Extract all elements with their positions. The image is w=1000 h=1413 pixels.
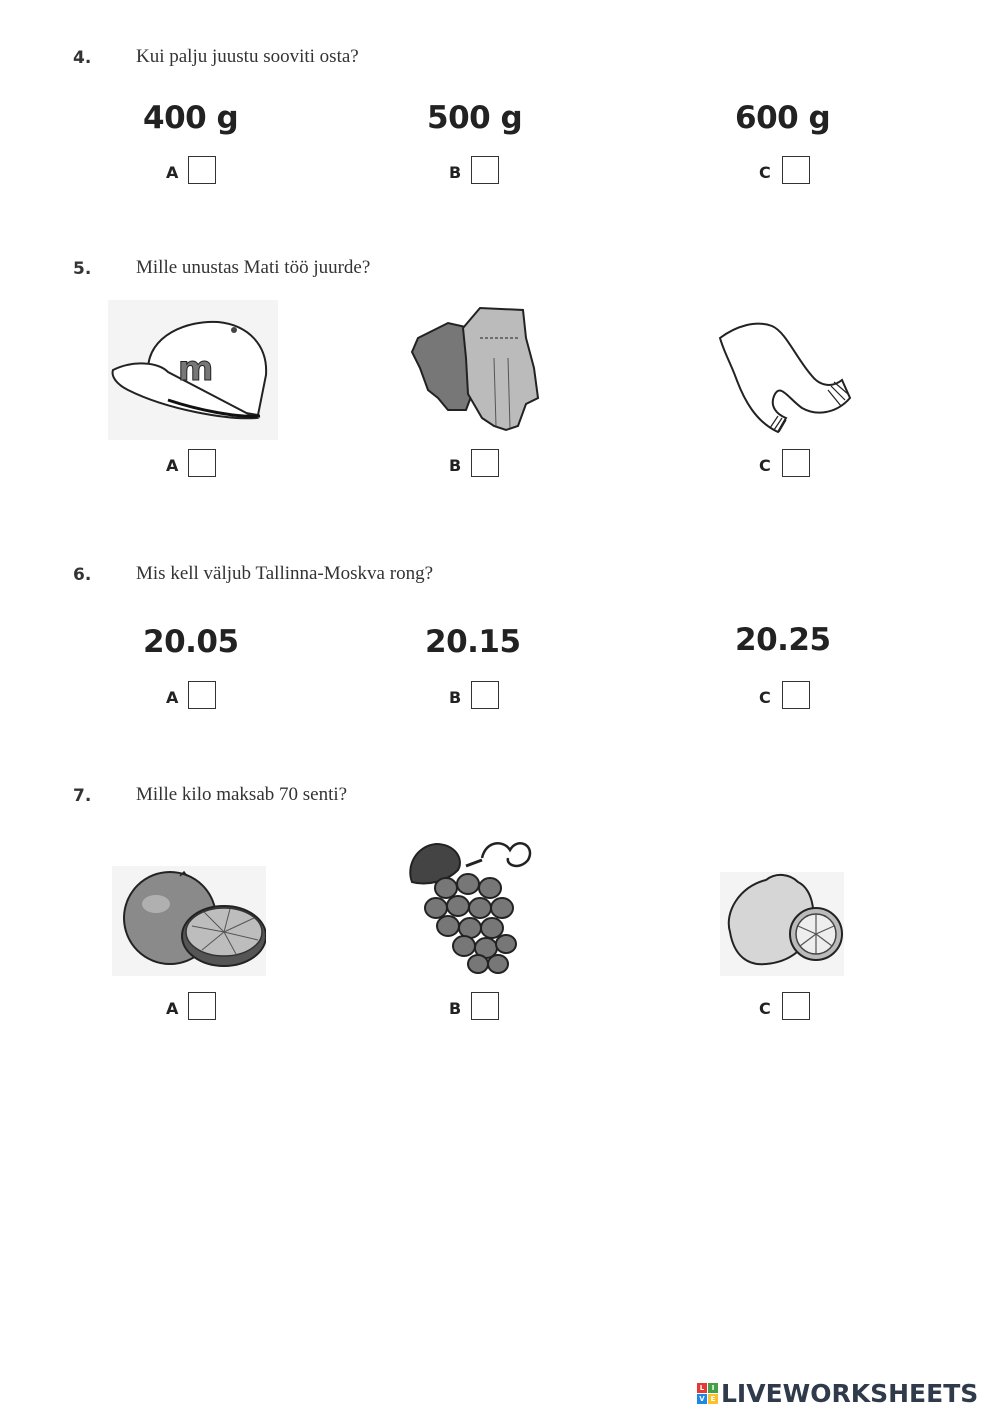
- option-c-checkbox[interactable]: [782, 681, 810, 709]
- question-number: 4.: [73, 48, 92, 68]
- option-b-letter: B: [449, 688, 462, 707]
- option-c-checkbox[interactable]: [782, 992, 810, 1020]
- option-a-letter: A: [166, 999, 179, 1018]
- brand-name: LIVEWORKSHEETS: [721, 1379, 979, 1408]
- option-b-checkbox[interactable]: [471, 992, 499, 1020]
- option-c-checkbox[interactable]: [782, 449, 810, 477]
- question-number: 6.: [73, 565, 92, 585]
- option-a-value: 400 g: [143, 100, 239, 136]
- option-b-value: 500 g: [427, 100, 523, 136]
- option-a-checkbox[interactable]: [188, 992, 216, 1020]
- question-text: Mille kilo maksab 70 senti?: [136, 784, 348, 805]
- svg-text:m: m: [178, 349, 214, 389]
- option-c-letter: C: [759, 456, 771, 475]
- logo-square: I: [708, 1383, 718, 1393]
- option-c-checkbox[interactable]: [782, 156, 810, 184]
- option-b-letter: B: [449, 163, 462, 182]
- logo-mark-icon: [697, 1383, 718, 1404]
- option-a-checkbox[interactable]: [188, 156, 216, 184]
- scarf-illustration: [716, 318, 852, 436]
- option-b-letter: B: [449, 999, 462, 1018]
- lemon-illustration: [720, 872, 844, 976]
- option-c-value: 20.25: [735, 622, 831, 658]
- gloves-illustration: [408, 298, 540, 436]
- cap-illustration: [108, 300, 278, 440]
- question-text: Mille unustas Mati töö juurde?: [136, 257, 371, 278]
- option-a-letter: A: [166, 163, 179, 182]
- option-b-checkbox[interactable]: [471, 156, 499, 184]
- question-number: 7.: [73, 786, 92, 806]
- liveworksheets-logo: [697, 1379, 978, 1408]
- option-a-letter: A: [166, 456, 179, 475]
- logo-square: V: [697, 1394, 707, 1404]
- option-b-checkbox[interactable]: [471, 449, 499, 477]
- question-text: Mis kell väljub Tallinna-Moskva rong?: [136, 563, 433, 584]
- option-b-letter: B: [449, 456, 462, 475]
- grapes-illustration: [406, 830, 540, 976]
- option-a-checkbox[interactable]: [188, 449, 216, 477]
- option-b-checkbox[interactable]: [471, 681, 499, 709]
- option-a-checkbox[interactable]: [188, 681, 216, 709]
- option-c-letter: C: [759, 999, 771, 1018]
- option-a-value: 20.05: [143, 624, 239, 660]
- option-c-letter: C: [759, 163, 771, 182]
- logo-square: E: [708, 1394, 718, 1404]
- option-c-value: 600 g: [735, 100, 831, 136]
- question-number: 5.: [73, 259, 92, 279]
- question-text: Kui palju juustu sooviti osta?: [136, 46, 359, 67]
- logo-square: L: [697, 1383, 707, 1393]
- option-c-letter: C: [759, 688, 771, 707]
- option-b-value: 20.15: [425, 624, 521, 660]
- option-a-letter: A: [166, 688, 179, 707]
- orange-illustration: [112, 866, 266, 976]
